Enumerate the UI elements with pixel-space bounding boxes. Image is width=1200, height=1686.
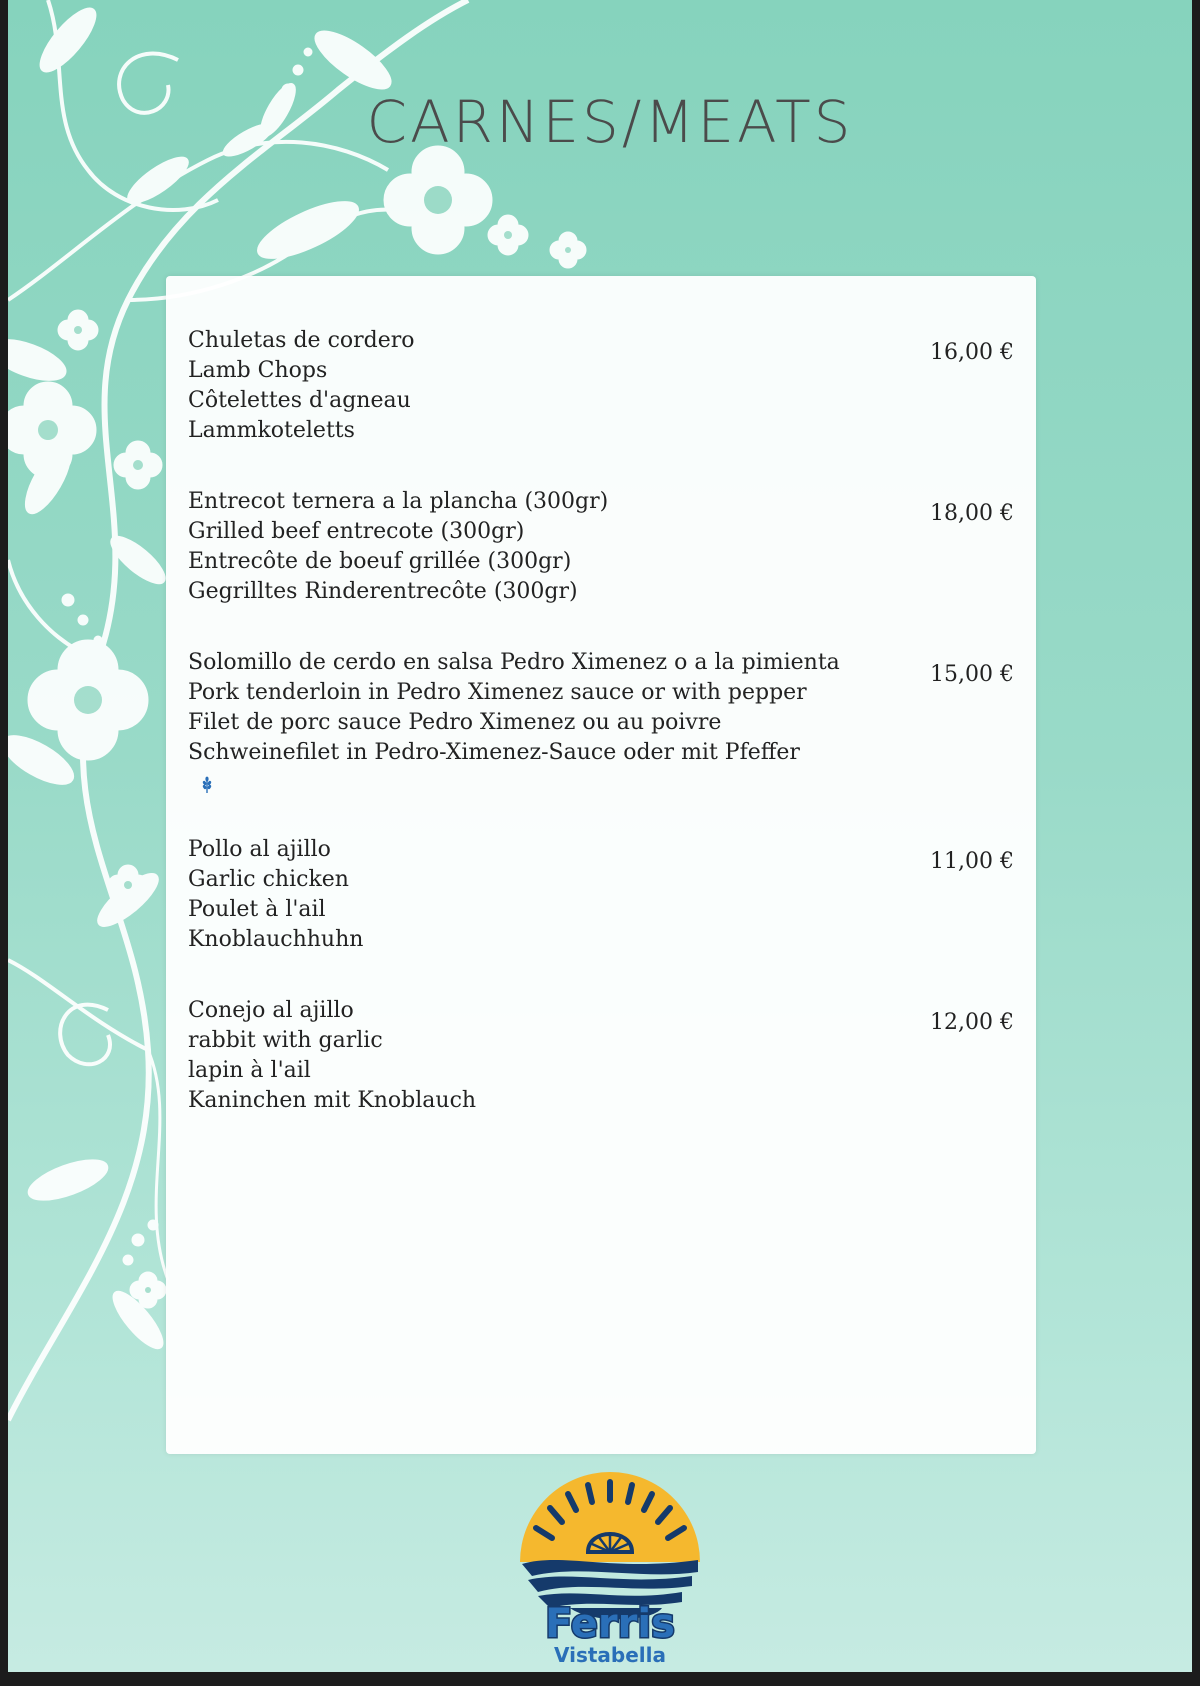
menu-card xyxy=(166,276,1036,1454)
menu-item xyxy=(188,487,1014,607)
dish-name-de: Lammkoteletts xyxy=(188,418,355,443)
dish-name-de: Kaninchen mit Knoblauch xyxy=(188,1088,477,1113)
dish-name-es: Conejo al ajillo xyxy=(188,998,354,1023)
dish-name-fr: Côtelettes d'agneau xyxy=(188,388,411,413)
dish-name-es: Solomillo de cerdo en salsa Pedro Ximenez o a la pimienta xyxy=(188,650,840,675)
dish-price: 15,00 € xyxy=(930,662,1014,687)
menu-item xyxy=(188,835,1014,955)
menu-item xyxy=(188,648,1014,794)
dish-name-en: Garlic chicken xyxy=(188,867,349,892)
menu-item xyxy=(188,326,1014,446)
dish-name-es: Chuletas de cordero xyxy=(188,328,415,353)
dish-name-en: rabbit with garlic xyxy=(188,1028,383,1053)
dish-name-de: Schweinefilet in Pedro-Ximenez-Sauce oder mit Pfeffer xyxy=(188,740,800,765)
dish-name-es: Pollo al ajillo xyxy=(188,837,331,862)
dish-name-fr: lapin à l'ail xyxy=(188,1058,311,1083)
dish-name-en: Pork tenderloin in Pedro Ximenez sauce or with pepper xyxy=(188,680,807,705)
dish-name-fr: Entrecôte de boeuf grillée (300gr) xyxy=(188,549,572,574)
sun-shell-waves-logo xyxy=(492,1452,728,1666)
dish-price: 11,00 € xyxy=(930,849,1014,874)
logo-name: Ferris xyxy=(545,1601,675,1647)
page-title: CARNES/MEATS xyxy=(366,88,854,156)
dish-names xyxy=(188,326,1014,446)
dish-name-en: Grilled beef entrecote (300gr) xyxy=(188,519,525,544)
dish-name-de: Gegrilltes Rinderentrecôte (300gr) xyxy=(188,579,578,604)
dish-price: 18,00 € xyxy=(930,501,1014,526)
dish-name-fr: Poulet à l'ail xyxy=(188,897,326,922)
menu-item xyxy=(188,996,1014,1116)
dish-names xyxy=(188,835,1014,955)
dish-price: 12,00 € xyxy=(930,1010,1014,1035)
dish-names xyxy=(188,996,1014,1116)
dish-name-en: Lamb Chops xyxy=(188,358,328,383)
dish-names xyxy=(188,487,1014,607)
dish-name-fr: Filet de porc sauce Pedro Ximenez ou au poivre xyxy=(188,710,722,735)
menu-page xyxy=(8,0,1192,1672)
dish-price: 16,00 € xyxy=(930,340,1014,365)
logo-subname: Vistabella xyxy=(553,1643,667,1666)
dish-name-es: Entrecot ternera a la plancha (300gr) xyxy=(188,489,609,514)
dish-names xyxy=(188,648,1014,768)
wheat-gluten-icon xyxy=(200,776,214,794)
dish-name-de: Knoblauchhuhn xyxy=(188,927,364,952)
